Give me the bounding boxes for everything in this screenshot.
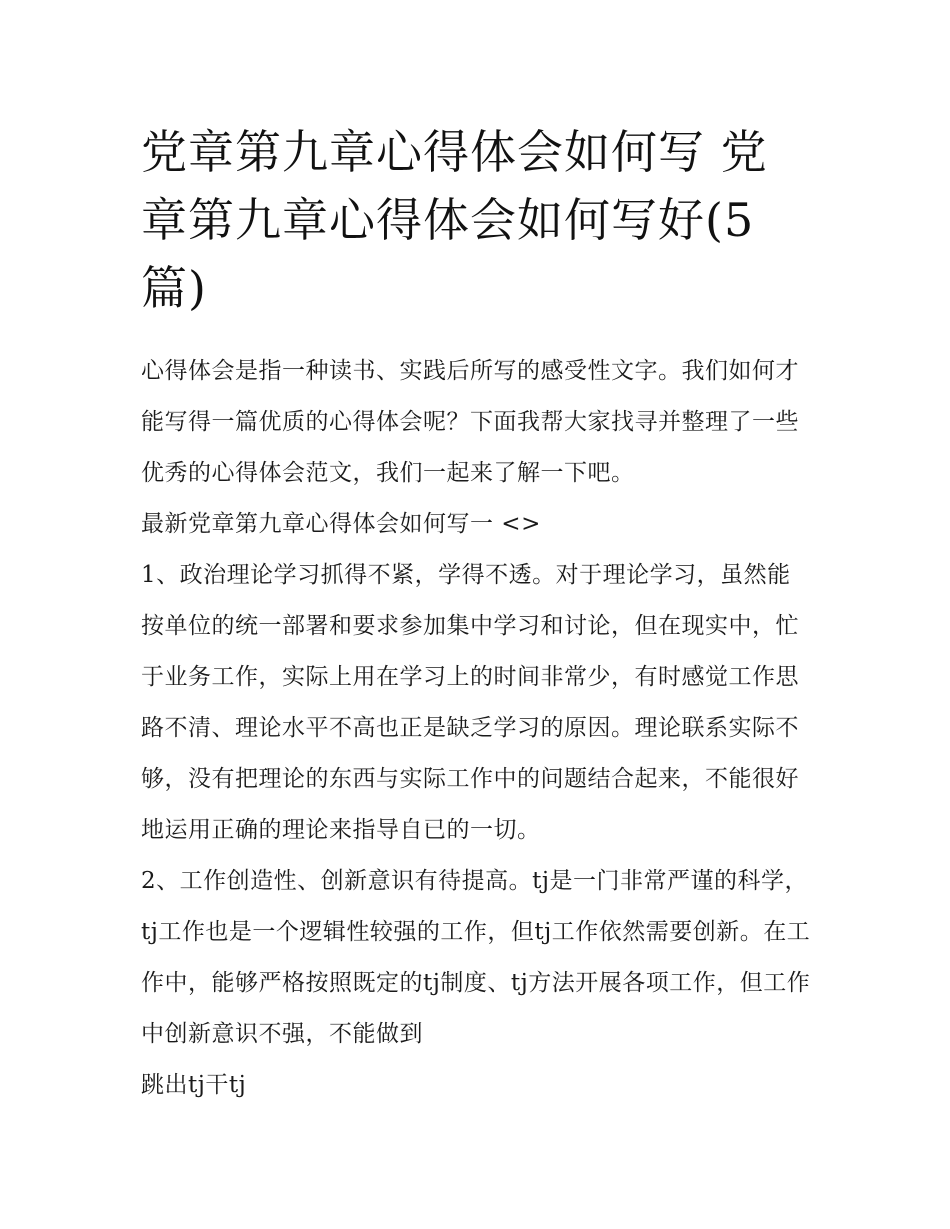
body-paragraph: 2、工作创造性、创新意识有待提高。tj是一门非常严谨的科学，tj工作也是一个逻辑性较强的工作，但tj工作依然需要创新。在工作中，能够严格按照既定的tj制度、tj方法开展各项工作，但工作中创新意识不强，不能做到 (141, 868, 811, 1047)
section-heading: 最新党章第九章心得体会如何写一 <> (141, 511, 541, 537)
document-title: 党章第九章心得体会如何写 党章第九章心得体会如何写好(5篇) (141, 125, 768, 315)
paragraph-list (141, 346, 813, 1111)
document-body (141, 118, 813, 1111)
intro-paragraph: 心得体会是指一种读书、实践后所写的感受性文字。我们如何才能写得一篇优质的心得体会呢？下面我帮大家找寻并整理了一些优秀的心得体会范文，我们一起来了解一下吧。 (141, 358, 799, 486)
body-paragraph: 1、政治理论学习抓得不紧，学得不透。对于理论学习，虽然能按单位的统一部署和要求参加集中学习和讨论，但在现实中，忙于业务工作，实际上用在学习上的时间非常少，有时感觉工作思路不清、理论水平不高也正是缺乏学习的原因。理论联系实际不够，没有把理论的东西与实际工作中的问题结合起来，不能很好地运用正确的理论来指导自已的一切。 (141, 562, 799, 843)
body-paragraph: 跳出tj干tj (141, 1072, 247, 1098)
